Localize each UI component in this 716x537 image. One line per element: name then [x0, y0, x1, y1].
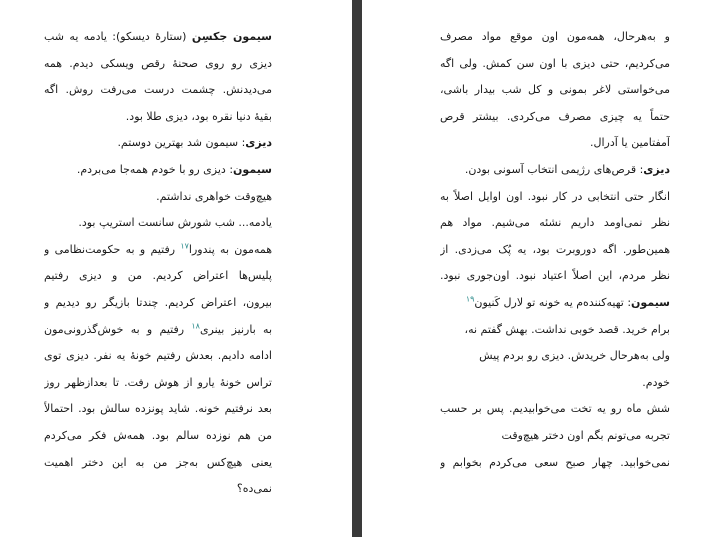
line-text: خودم. [642, 375, 670, 389]
line-text: می‌خواستی لاغر بمونی و کل شب بیدار باشی، [440, 83, 670, 97]
line-text: تجربه می‌تونم بگم اون دختر هیچ‌وقت [501, 428, 670, 442]
line-text: همین‌طور. اگه دوروبرت بود، یه پُک می‌زدی. از [440, 242, 670, 256]
line-text: : تهیه‌کننده‌م یه خونه تو لارل کَنیون [474, 295, 632, 309]
text-line [440, 210, 670, 237]
line-text: و به‌هرحال، همه‌مون اون موقع مواد مصرف [440, 30, 670, 43]
book-spine-divider [352, 0, 362, 537]
text-line [44, 210, 272, 237]
text-line [44, 77, 272, 104]
line-text: شش ماه رو یه تخت می‌خوابیدیم. پس بر حسب [440, 402, 670, 416]
text-line [44, 263, 272, 290]
text-line [44, 130, 272, 157]
footnote-marker[interactable]: ۱۹ [465, 294, 475, 304]
speaker-name: سیمون [631, 295, 670, 309]
text-line [440, 77, 670, 104]
line-text: بیرون، اعتراض کردیم. چندتا بازیگر رو دیدیم و [44, 295, 272, 309]
line-text: می‌کردیم، حتی دیزی با اون سن کمش. ولی اگه [440, 56, 670, 70]
line-text: ولی به‌هرحال خریدش. دیزی رو بردم پیش [479, 349, 670, 363]
text-line [44, 450, 272, 477]
line-text-continued: رفتیم و به حکومت‌نظامی و [44, 242, 181, 256]
text-line [440, 130, 670, 157]
text-line [440, 343, 670, 370]
text-line [44, 317, 272, 344]
line-text: : دیزی رو با خودم همه‌جا می‌بردم. [76, 162, 234, 176]
text-line [44, 343, 272, 370]
speaker-name: دیزی [643, 162, 670, 176]
line-text: (ستارهٔ دیسکو): یادمه یه شب [44, 30, 192, 43]
text-line [44, 51, 272, 78]
text-line [440, 263, 670, 290]
text-line [440, 51, 670, 78]
line-text: : قرص‌های رژیمی انتخاب آسونی بودن. [464, 162, 644, 176]
line-text: به بارنیز بینری [199, 322, 272, 336]
line-text: یعنی هیچ‌کس به‌جز من به این دختر اهمیت [44, 455, 272, 469]
line-text: هیچ‌وقت خواهری نداشتم. [156, 189, 272, 203]
line-text: بعد نرفتیم خونه. شاید پونزده سالش بود. احتمالاً [44, 402, 272, 416]
text-line [440, 104, 670, 131]
text-line [44, 290, 272, 317]
speaker-name: سیمون جکسِن [191, 30, 272, 43]
text-line [440, 184, 670, 211]
speaker-name: سیمون [233, 162, 272, 176]
line-text: ادامه دادیم. بعدش رفتیم خونهٔ یه نفر. دیزی توی [44, 349, 272, 363]
line-text: نمی‌ده؟ [236, 482, 272, 496]
text-line [44, 476, 272, 503]
line-text: نظر مردم، این اصلاً اعتیاد نبود. اون‌جوری نبود. [440, 269, 670, 283]
line-text: دیزی رو روی صحنهٔ رقص ویسکی دیدم. همه [44, 56, 272, 70]
line-text: یادمه... شب شورش سانست استریپ بود. [78, 216, 272, 230]
line-text: حتماً یه چیزی مصرف می‌کردی. بیشتر قرص [440, 109, 670, 123]
speaker-name: دیزی [245, 136, 272, 150]
text-line [44, 237, 272, 264]
line-text: همه‌مون به پندورا [188, 242, 272, 256]
text-line [44, 396, 272, 423]
text-line [44, 370, 272, 397]
line-text: تراس خونهٔ یارو از هوش رفت. تا بعدازظهر روز [44, 375, 272, 389]
text-line [44, 423, 272, 450]
line-text: : سیمون شد بهترین دوستم. [117, 136, 246, 150]
text-line [440, 423, 670, 450]
line-text: من هم نوزده سالم بود. همه‌ش فکر می‌کردم [44, 428, 272, 442]
text-line [44, 184, 272, 211]
text-line [44, 157, 272, 184]
text-line [440, 396, 670, 423]
line-text: پلیس‌ها اعتراض کردیم. من و دیزی رفتیم [44, 269, 272, 283]
text-line [440, 317, 670, 344]
footnote-marker[interactable]: ۱۷ [180, 241, 189, 251]
text-line [440, 370, 670, 397]
text-line [44, 24, 272, 51]
line-text: می‌دیدنش. چشمت درست می‌رفت روش. اگه [44, 83, 272, 97]
footnote-marker[interactable]: ۱۸ [191, 320, 200, 330]
text-line [440, 290, 670, 317]
text-line [440, 237, 670, 264]
text-line [44, 104, 272, 131]
line-text: نمی‌خوابید. چهار صبح سعی می‌کردم بخوابم و [440, 455, 670, 469]
line-text: انگار حتی انتخابی در کار نبود. اون اوایل اصلاً به [440, 189, 670, 203]
text-line [440, 157, 670, 184]
line-text: نظر نمی‌اومد داریم نشئه می‌شیم. مواد هم [440, 216, 670, 230]
line-text: برام خرید. قصد خوبی نداشت. بهش گفتم نه، [464, 322, 670, 336]
line-text-continued: رفتیم و به خوش‌گذرونی‌مون [44, 322, 192, 336]
text-line [440, 450, 670, 477]
text-line [440, 24, 670, 51]
right-page [362, 0, 716, 537]
left-page [0, 0, 352, 537]
line-text: آمفتامین یا آدرال. [590, 136, 670, 150]
line-text: بقیهٔ دنیا نقره بود، دیزی طلا بود. [125, 109, 272, 123]
